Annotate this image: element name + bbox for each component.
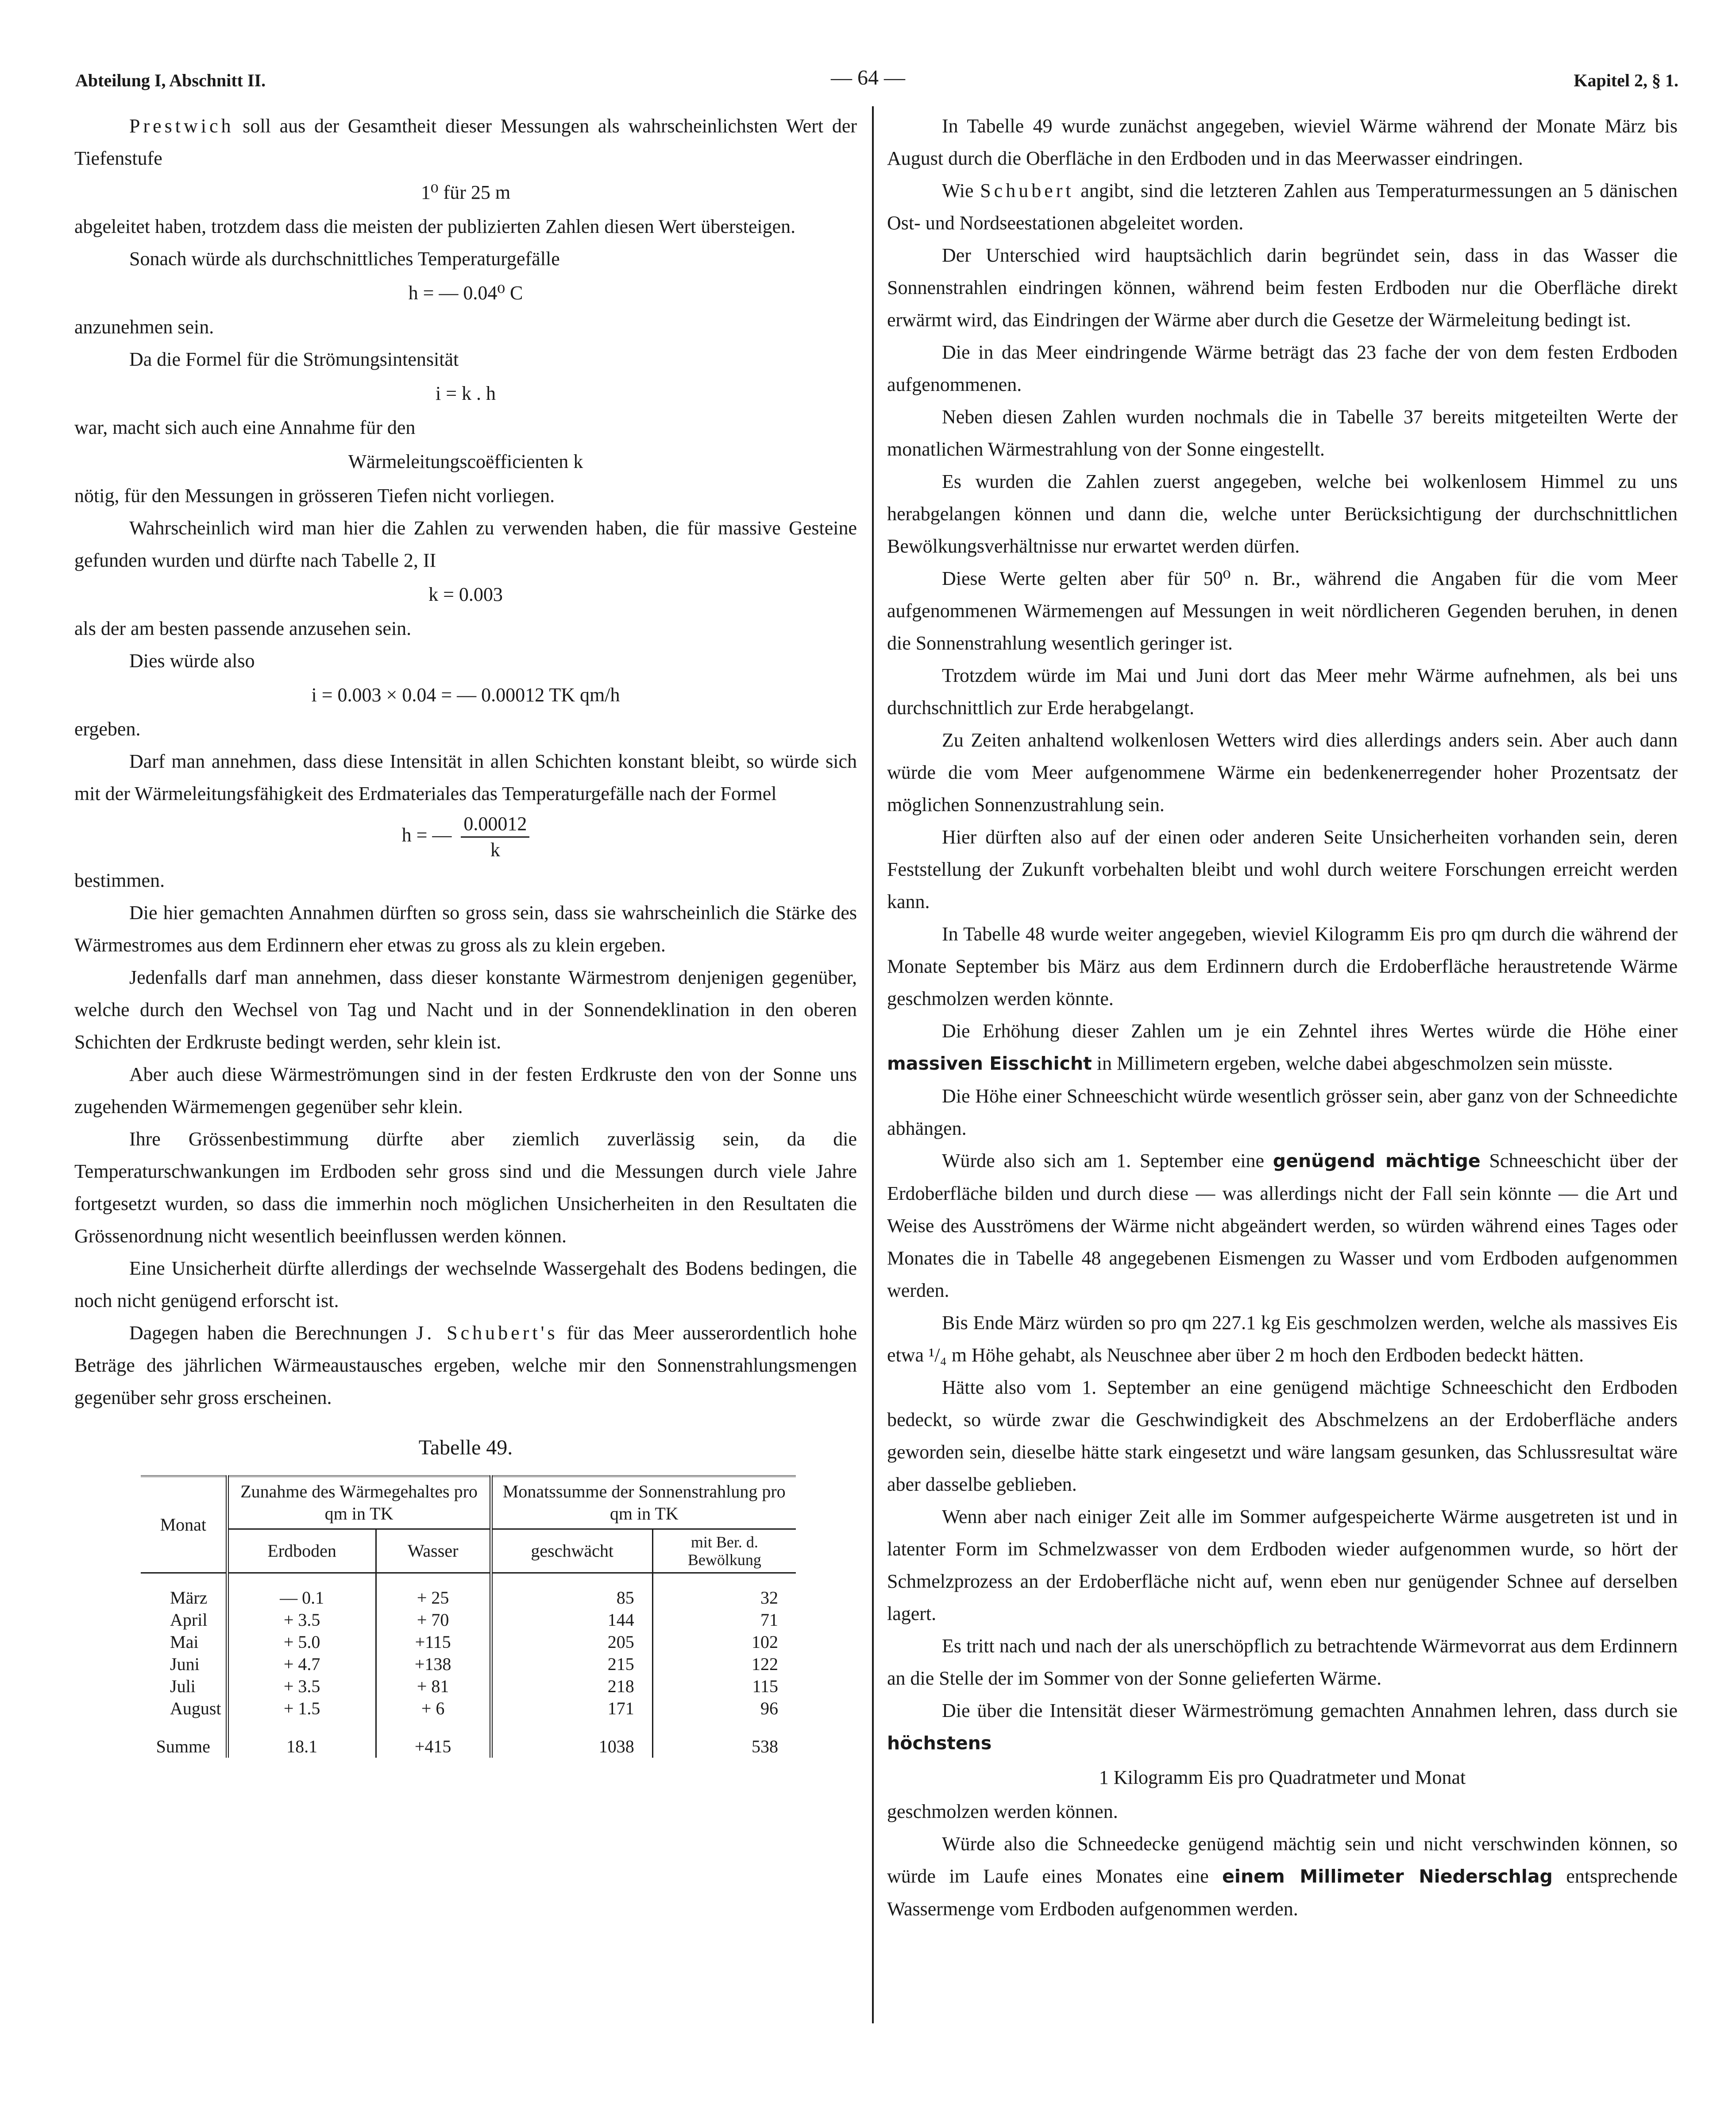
cell-geschwaecht: 218	[491, 1675, 652, 1697]
paragraph-text: Würde also sich am 1. September eine	[942, 1150, 1273, 1172]
paragraph: Darf man annehmen, dass diese Intensität in allen Schichten konstant bleibt, so würde sich mit der Wärmeleitungsfähigkeit des Erdmateriales das Temperaturgefälle nach der Formel	[74, 750, 857, 804]
formula: 1⁰ für 25 m	[420, 182, 511, 203]
paragraph: abgeleitet haben, trotzdem dass die meisten der publizierten Zahlen diesen Wert übersteigen.	[74, 216, 796, 237]
paragraph-text: soll aus der Gesamtheit dieser Messungen als wahrscheinlichsten Wert der Tiefenstufe	[74, 115, 857, 169]
paragraph: Wahrscheinlich wird man hier die Zahlen zu verwenden haben, die für massive Gesteine gefunden wurden und dürfte nach Tabelle 2, II	[74, 517, 857, 571]
cell-sum-label: Summe	[156, 1736, 210, 1756]
cell-geschwaecht: 171	[491, 1697, 652, 1720]
table-header-row	[141, 1476, 796, 1529]
right-column	[887, 110, 1678, 1925]
paragraph: Dies würde also	[129, 650, 255, 672]
cell-bewoelkung: 96	[652, 1697, 796, 1720]
header-line: Bewölkung	[687, 1551, 761, 1569]
paragraph: In Tabelle 49 wurde zunächst angegeben, wieviel Wärme während der Monate März bis August durch die Oberfläche in den Erdboden und in das Meerwasser eindringen.	[887, 115, 1678, 169]
paragraph	[887, 1694, 1678, 1759]
column-group-header: Monatssumme der Sonnenstrahlung pro qm in TK	[491, 1476, 796, 1529]
paragraph: Trotzdem würde im Mai und Juni dort das Meer mehr Wärme aufnehmen, als bei uns durchschnittlich zur Erde herabgelangt.	[887, 665, 1678, 719]
column-header-wasser: Wasser	[376, 1529, 491, 1573]
cell-erdboden: — 0.1	[227, 1587, 376, 1609]
cell-wasser: + 70	[376, 1609, 491, 1631]
table-row	[141, 1631, 796, 1653]
table-row	[141, 1697, 796, 1720]
cell-sum-geschwaecht: 1038	[491, 1720, 652, 1758]
paragraph-text: Würde also die Schneedecke genügend mächtig sein und nicht verschwinden können, so würde im Laufe eines Monates eine	[887, 1833, 1678, 1887]
running-header-left: Abteilung I, Abschnitt II.	[75, 70, 266, 90]
paragraph: Die hier gemachten Annahmen dürften so gross sein, dass sie wahrscheinlich die Stärke des Wärmestromes aus dem Erdinnern eher etwas zu gross als zu klein ergeben.	[74, 902, 857, 956]
paragraph: bestimmen.	[74, 870, 165, 891]
formula: i = k . h	[435, 383, 496, 404]
formula: k = 0.003	[428, 584, 503, 605]
table-title: Tabelle 49.	[418, 1436, 513, 1459]
paragraph: Es wurden die Zahlen zuerst angegeben, welche bei wolkenlosem Himmel zu uns herabgelangen können und dann die, welche unter Berücksichtigung der durchschnittlichen Bewölkungsverhältnisse nur erwartet werden dürfen.	[887, 471, 1678, 557]
cell-bewoelkung: 102	[652, 1631, 796, 1653]
paragraph: Wenn aber nach einiger Zeit alle im Sommer aufgespeicherte Wärme ausgetreten ist und in latenter Form im Schmelzwasser von dem Erdboden wieder aufgenommen wurde, so hört der Schmelzprozess an der Erdoberfläche nicht auf, wenn eben nur genügender Schnee auf derselben lagert.	[887, 1506, 1678, 1624]
cell-wasser: + 6	[376, 1697, 491, 1720]
cell-bewoelkung: 115	[652, 1675, 796, 1697]
table-row	[141, 1587, 796, 1609]
column-group-header: Zunahme des Wärmegehaltes pro qm in TK	[227, 1476, 491, 1529]
cell-erdboden: + 5.0	[227, 1631, 376, 1653]
author-name: Prestwich	[129, 115, 234, 137]
paragraph	[887, 1015, 1678, 1080]
cell-month: Mai	[170, 1632, 199, 1652]
paragraph: Da die Formel für die Strömungsintensität	[129, 348, 459, 370]
author-name: J. Schubert's	[416, 1322, 558, 1344]
paragraph: anzunehmen sein.	[74, 316, 214, 338]
paragraph-text: entsprechende Wassermenge vom Erdboden aufgenommen werden.	[887, 1865, 1678, 1920]
running-header-right: Kapitel 2, § 1.	[1574, 70, 1678, 90]
paragraph-text: Die über die Intensität dieser Wärmeströmung gemachten Annahmen lehren, dass durch sie	[942, 1700, 1678, 1721]
paragraph: nötig, für den Messungen in grösseren Tiefen nicht vorliegen.	[74, 485, 555, 507]
cell-geschwaecht: 144	[491, 1609, 652, 1631]
cell-wasser: +115	[376, 1631, 491, 1653]
cell-month: April	[170, 1610, 208, 1630]
formula: 1 Kilogramm Eis pro Quadratmeter und Monat	[1099, 1767, 1466, 1788]
cell-month: August	[170, 1698, 221, 1718]
formula: i = 0.003 × 0.04 = — 0.00012 TK qm/h	[311, 684, 620, 706]
header-line: mit Ber. d.	[691, 1533, 758, 1551]
column-divider	[872, 106, 874, 2023]
cell-bewoelkung: 122	[652, 1653, 796, 1675]
cell-erdboden: + 3.5	[227, 1609, 376, 1631]
cell-erdboden: + 1.5	[227, 1697, 376, 1720]
paragraph-text: für das Meer ausserordentlich hohe Beträge des jährlichen Wärmeaustausches ergeben, welche mir den Sonnenstrahlungsmengen gegenüber sehr gross erscheinen.	[74, 1322, 857, 1408]
cell-sum-bewoelkung: 538	[652, 1720, 796, 1758]
cell-wasser: + 81	[376, 1675, 491, 1697]
cell-erdboden: + 4.7	[227, 1653, 376, 1675]
paragraph: Die in das Meer eindringende Wärme beträgt das 23 fache der von dem festen Erdboden aufgenommenen.	[887, 341, 1678, 395]
paragraph: Eine Unsicherheit dürfte allerdings der wechselnde Wassergehalt des Bodens bedingen, die noch nicht genügend erforscht ist.	[74, 1257, 857, 1311]
paragraph	[887, 1144, 1678, 1307]
cell-bewoelkung: 32	[652, 1587, 796, 1609]
cell-month: März	[170, 1588, 208, 1608]
fraction-formula	[74, 812, 857, 862]
left-column	[74, 110, 857, 1758]
cell-month: Juni	[170, 1654, 200, 1674]
cell-erdboden: + 3.5	[227, 1675, 376, 1697]
cell-wasser: +138	[376, 1653, 491, 1675]
fraction	[461, 812, 529, 862]
emphasis: genügend mächtige	[1273, 1150, 1481, 1172]
formula: Wärmeleitungscoëfficienten k	[348, 451, 583, 472]
table-subheader-row	[141, 1529, 796, 1573]
cell-sum-wasser: +415	[376, 1720, 491, 1758]
cell-geschwaecht: 85	[491, 1587, 652, 1609]
column-header-bewoelkung	[652, 1529, 796, 1573]
paragraph: Hier dürften also auf der einen oder anderen Seite Unsicherheiten vorhanden sein, deren Feststellung der Zukunft vorbehalten bleibt und wohl durch weitere Forschungen erreicht werden kann.	[887, 826, 1678, 913]
paragraph	[887, 1828, 1678, 1925]
paragraph: Aber auch diese Wärmeströmungen sind in der festen Erdkruste den von der Sonne uns zugehenden Wärmemengen gegenüber sehr klein.	[74, 1063, 857, 1117]
table-row	[141, 1609, 796, 1631]
cell-sum-erdboden: 18.1	[227, 1720, 376, 1758]
paragraph: als der am besten passende anzusehen sein.	[74, 618, 412, 639]
paragraph-text: Wie	[942, 180, 980, 201]
emphasis: einem Millimeter Niederschlag	[1222, 1866, 1553, 1887]
paragraph: Neben diesen Zahlen wurden nochmals die in Tabelle 37 bereits mitgeteilten Werte der monatlichen Wärmestrahlung von der Sonne eingestellt.	[887, 406, 1678, 460]
cell-geschwaecht: 215	[491, 1653, 652, 1675]
paragraph: Hätte also vom 1. September an eine genügend mächtige Schneeschicht den Erdboden bedeckt, so würde zwar die Geschwindigkeit des Abschmelzens an der Erdoberfläche anders geworden sein, dieselbe hätte stark eingesetzt und wäre langsam gesunken, das Schlussresultat wäre aber dasselbe geblieben.	[887, 1376, 1678, 1495]
formula: h = — 0.04⁰ C	[408, 282, 523, 304]
data-table	[141, 1475, 796, 1758]
paragraph-text: angibt, sind die letzteren Zahlen aus Temperaturmessungen an 5 dänischen Ost- und Nordseestationen abgeleitet worden.	[887, 180, 1678, 234]
paragraph-text: Die Erhöhung dieser Zahlen um je ein Zehntel ihres Wertes würde die Höhe einer	[942, 1020, 1678, 1042]
paragraph: Bis Ende März würden so pro qm 227.1 kg Eis geschmolzen werden, welche als massives Eis etwa ¹/₄ m Höhe gehabt, als Neuschnee aber über 2 m hoch den Erdboden bedeckt hätten.	[887, 1312, 1678, 1366]
paragraph: war, macht sich auch eine Annahme für den	[74, 417, 416, 438]
column-header-monat: Monat	[141, 1476, 227, 1573]
author-name: Schubert	[980, 180, 1074, 201]
page-number: — 64 —	[831, 66, 905, 89]
paragraph: Der Unterschied wird hauptsächlich darin begründet sein, dass in das Wasser die Sonnenstrahlen eindringen können, während beim festen Erdboden nur die Oberfläche direkt erwärmt wird, das Eindringen der Wärme aber durch die Gesetze der Wärmeleitung bedingt ist.	[887, 244, 1678, 331]
paragraph: Diese Werte gelten aber für 50⁰ n. Br., während die Angaben für die vom Meer aufgenommenen Wärmemengen auf Messungen in weit nördlicheren Gegenden beruhen, in denen die Sonnenstrahlung wesentlich geringer ist.	[887, 568, 1678, 654]
cell-wasser: + 25	[376, 1587, 491, 1609]
paragraph	[74, 1317, 857, 1414]
paragraph: geschmolzen werden können.	[887, 1801, 1118, 1822]
cell-month: Juli	[170, 1676, 196, 1696]
emphasis: massiven Eisschicht	[887, 1053, 1092, 1074]
table-row	[141, 1675, 796, 1697]
paragraph: ergeben.	[74, 718, 141, 740]
paragraph-text: in Millimetern ergeben, welche dabei abgeschmolzen sein müsste.	[1092, 1052, 1613, 1074]
emphasis: höchstens	[887, 1732, 992, 1754]
column-header-geschwaecht: geschwächt	[491, 1529, 652, 1573]
paragraph: Sonach würde als durchschnittliches Temperaturgefälle	[129, 248, 560, 270]
table-row	[141, 1653, 796, 1675]
paragraph: Es tritt nach und nach der als unerschöpflich zu betrachtende Wärmevorrat aus dem Erdinnern an die Stelle der im Sommer von der Sonne gelieferten Wärme.	[887, 1635, 1678, 1689]
paragraph	[887, 174, 1678, 239]
paragraph: Ihre Grössenbestimmung dürfte aber ziemlich zuverlässig sein, da die Temperaturschwankungen im Erdboden sehr gross sind und die Messungen durch viele Jahre fortgesetzt wurden, so dass die immerhin noch möglichen Unsicherheiten in den Resultaten die Grössenordnung nicht wesentlich beeinflussen werden können.	[74, 1128, 857, 1247]
column-header-erdboden: Erdboden	[227, 1529, 376, 1573]
paragraph-text: Dagegen haben die Berechnungen	[129, 1322, 417, 1344]
table-sum-row	[141, 1720, 796, 1758]
paragraph: Zu Zeiten anhaltend wolkenlosen Wetters wird dies allerdings anders sein. Aber auch dann würde die vom Meer aufgenommene Wärme ein bedenkenerregender hoher Prozentsatz der möglichen Sonnenzustrahlung sein.	[887, 729, 1678, 816]
cell-geschwaecht: 205	[491, 1631, 652, 1653]
fraction-numerator: 0.00012	[461, 812, 529, 838]
paragraph-text: Schneeschicht über der Erdoberfläche bilden und durch diese — was allerdings nicht der Fall sein könnte — die Art und Weise des Ausströmens der Wärme nicht abgeändert werden, so würden während eines Tages oder Monates die in Tabelle 48 angegebenen Eismengen zu Wasser und vom Erdboden aufgenommen werden.	[887, 1150, 1678, 1301]
fraction-denominator: k	[490, 839, 500, 861]
paragraph: Jedenfalls darf man annehmen, dass dieser konstante Wärmestrom denjenigen gegenüber, welche durch den Wechsel von Tag und Nacht und in der Sonnendeklination in den oberen Schichten der Erdkruste bedingt werden, sehr klein ist.	[74, 967, 857, 1053]
cell-bewoelkung: 71	[652, 1609, 796, 1631]
paragraph: Die Höhe einer Schneeschicht würde wesentlich grösser sein, aber ganz von der Schneedichte abhängen.	[887, 1085, 1678, 1139]
formula-lhs: h = —	[401, 824, 452, 846]
paragraph	[74, 110, 857, 174]
paragraph: In Tabelle 48 wurde weiter angegeben, wieviel Kilogramm Eis pro qm durch die während der Monate September bis März aus dem Erdinnern durch die Erdoberfläche heraustretende Wärme geschmolzen werden könnte.	[887, 923, 1678, 1009]
